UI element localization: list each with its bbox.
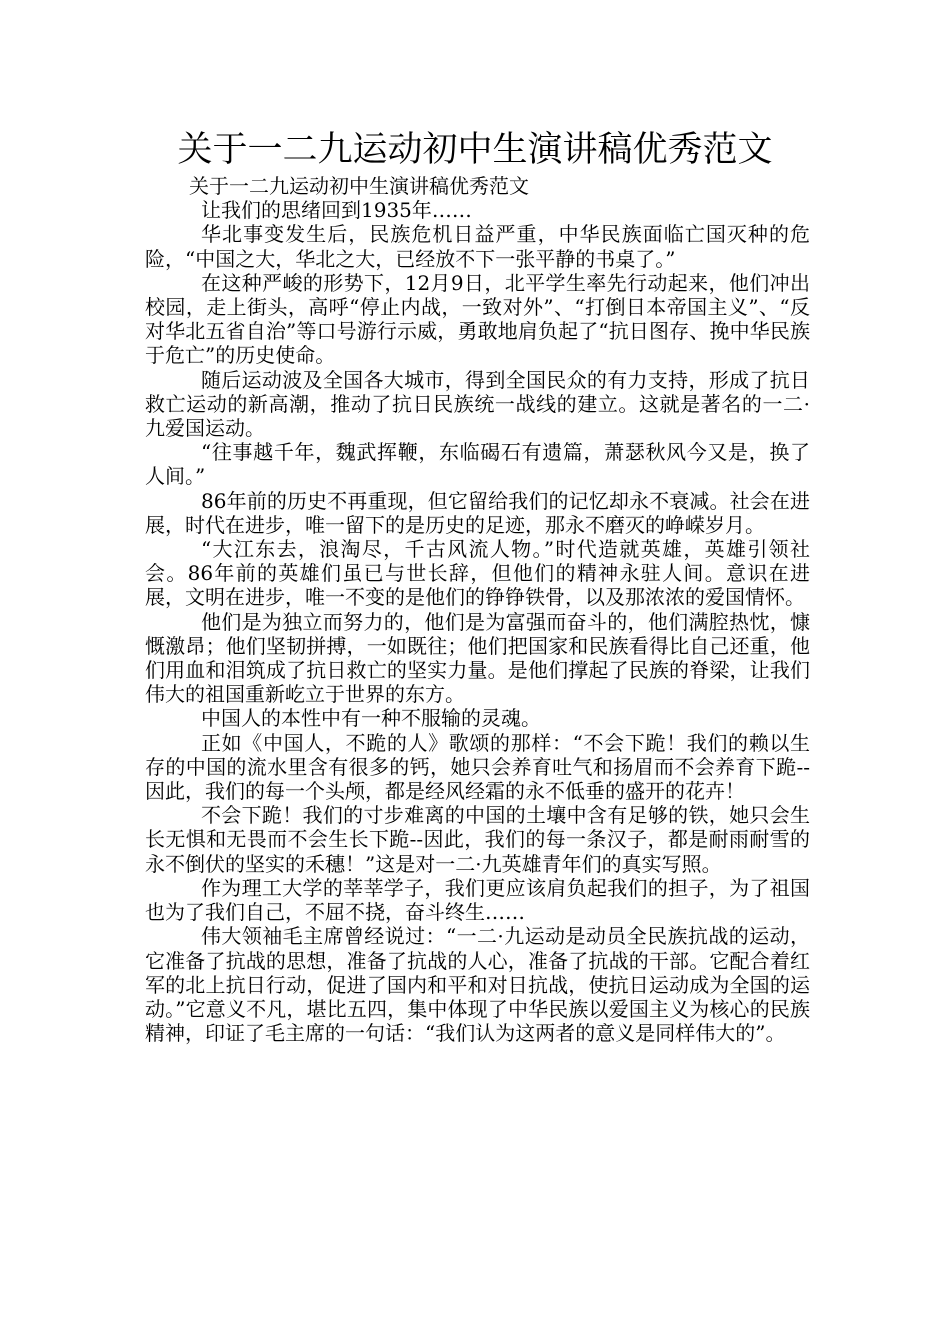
paragraph: “大江东去，浪淘尽，千古风流人物。”时代造就英雄，英雄引领社会。86年前的英雄们虽已与世长辞，但他们的精神永驻人间。意识在进展，文明在进步，唯一不变的是他们的铮铮铁骨，以及那浓浓的爱国情怀。 [145, 537, 810, 610]
paragraph: 随后运动波及全国各大城市，得到全国民众的有力支持，形成了抗日救亡运动的新高潮，推动了抗日民族统一战线的建立。这就是著名的一二·九爱国运动。 [145, 367, 810, 441]
paragraph: 华北事变发生后，民族危机日益严重，中华民族面临亡国灭种的危险，“中国之大，华北之大，已经放不下一张平静的书桌了。” [145, 222, 810, 271]
paragraph: 正如《中国人，不跪的人》歌颂的那样：“不会下跪！我们的赖以生存的中国的流水里含有很多的钙，她只会养育吐气和扬眉而不会养育下跪--因此，我们的每一个头颅，都是经风经霜的永不低垂的盛开的花卉！ [145, 730, 810, 804]
paragraph: 中国人的本性中有一种不服输的灵魂。 [201, 706, 541, 731]
document-subtitle: 关于一二九运动初中生演讲稿优秀范文 [189, 174, 529, 198]
paragraph: “往事越千年，魏武挥鞭，东临碣石有遗篇，萧瑟秋风今又是，换了人间。” [145, 440, 810, 489]
paragraph: 伟大领袖毛主席曾经说过：“一二·九运动是动员全民族抗战的运动，它准备了抗战的思想，准备了抗战的人心，准备了抗战的干部。它配合着红军的北上抗日行动，促进了国内和平和对日抗战，使抗日运动成为全国的运动。”它意义不凡，堪比五四，集中体现了中华民族以爱国主义为核心的民族精神，印证了毛主席的一句话：“我们认为这两者的意义是同样伟大的”。 [145, 924, 810, 1046]
document-body [145, 174, 810, 1045]
document-title: 关于一二九运动初中生演讲稿优秀范文 [177, 130, 773, 170]
paragraph: 不会下跪！我们的寸步难离的中国的土壤中含有足够的铁，她只会生长无惧和无畏而不会生长下跪--因此，我们的每一条汉子，都是耐雨耐雪的永不倒伏的坚实的禾穗！”这是对一二·九英雄青年们的真实写照。 [145, 803, 810, 876]
paragraph: 在这种严峻的形势下，12月9日，北平学生率先行动起来，他们冲出校园，走上街头，高呼“停止内战，一致对外”、“打倒日本帝国主义”、“反对华北五省自治”等口号游行示威，勇敢地肩负起了“抗日图存、挽中华民族于危亡”的历史使命。 [145, 270, 810, 368]
paragraph: 86年前的历史不再重现，但它留给我们的记忆却永不衰减。社会在进展，时代在进步，唯一留下的是历史的足迹，那永不磨灭的峥嵘岁月。 [145, 488, 810, 537]
paragraph: 让我们的思绪回到1935年…… [201, 198, 472, 223]
paragraph: 作为理工大学的莘莘学子，我们更应该肩负起我们的担子，为了祖国也为了我们自己，不屈不挠，奋斗终生…… [145, 875, 810, 925]
paragraph: 他们是为独立而努力的，他们是为富强而奋斗的，他们满腔热忱，慷慨激昂；他们坚韧拼搏，一如既往；他们把国家和民族看得比自己还重，他们用血和泪筑成了抗日救亡的坚实力量。是他们撑起了民族的脊梁，让我们伟大的祖国重新屹立于世界的东方。 [145, 609, 810, 707]
